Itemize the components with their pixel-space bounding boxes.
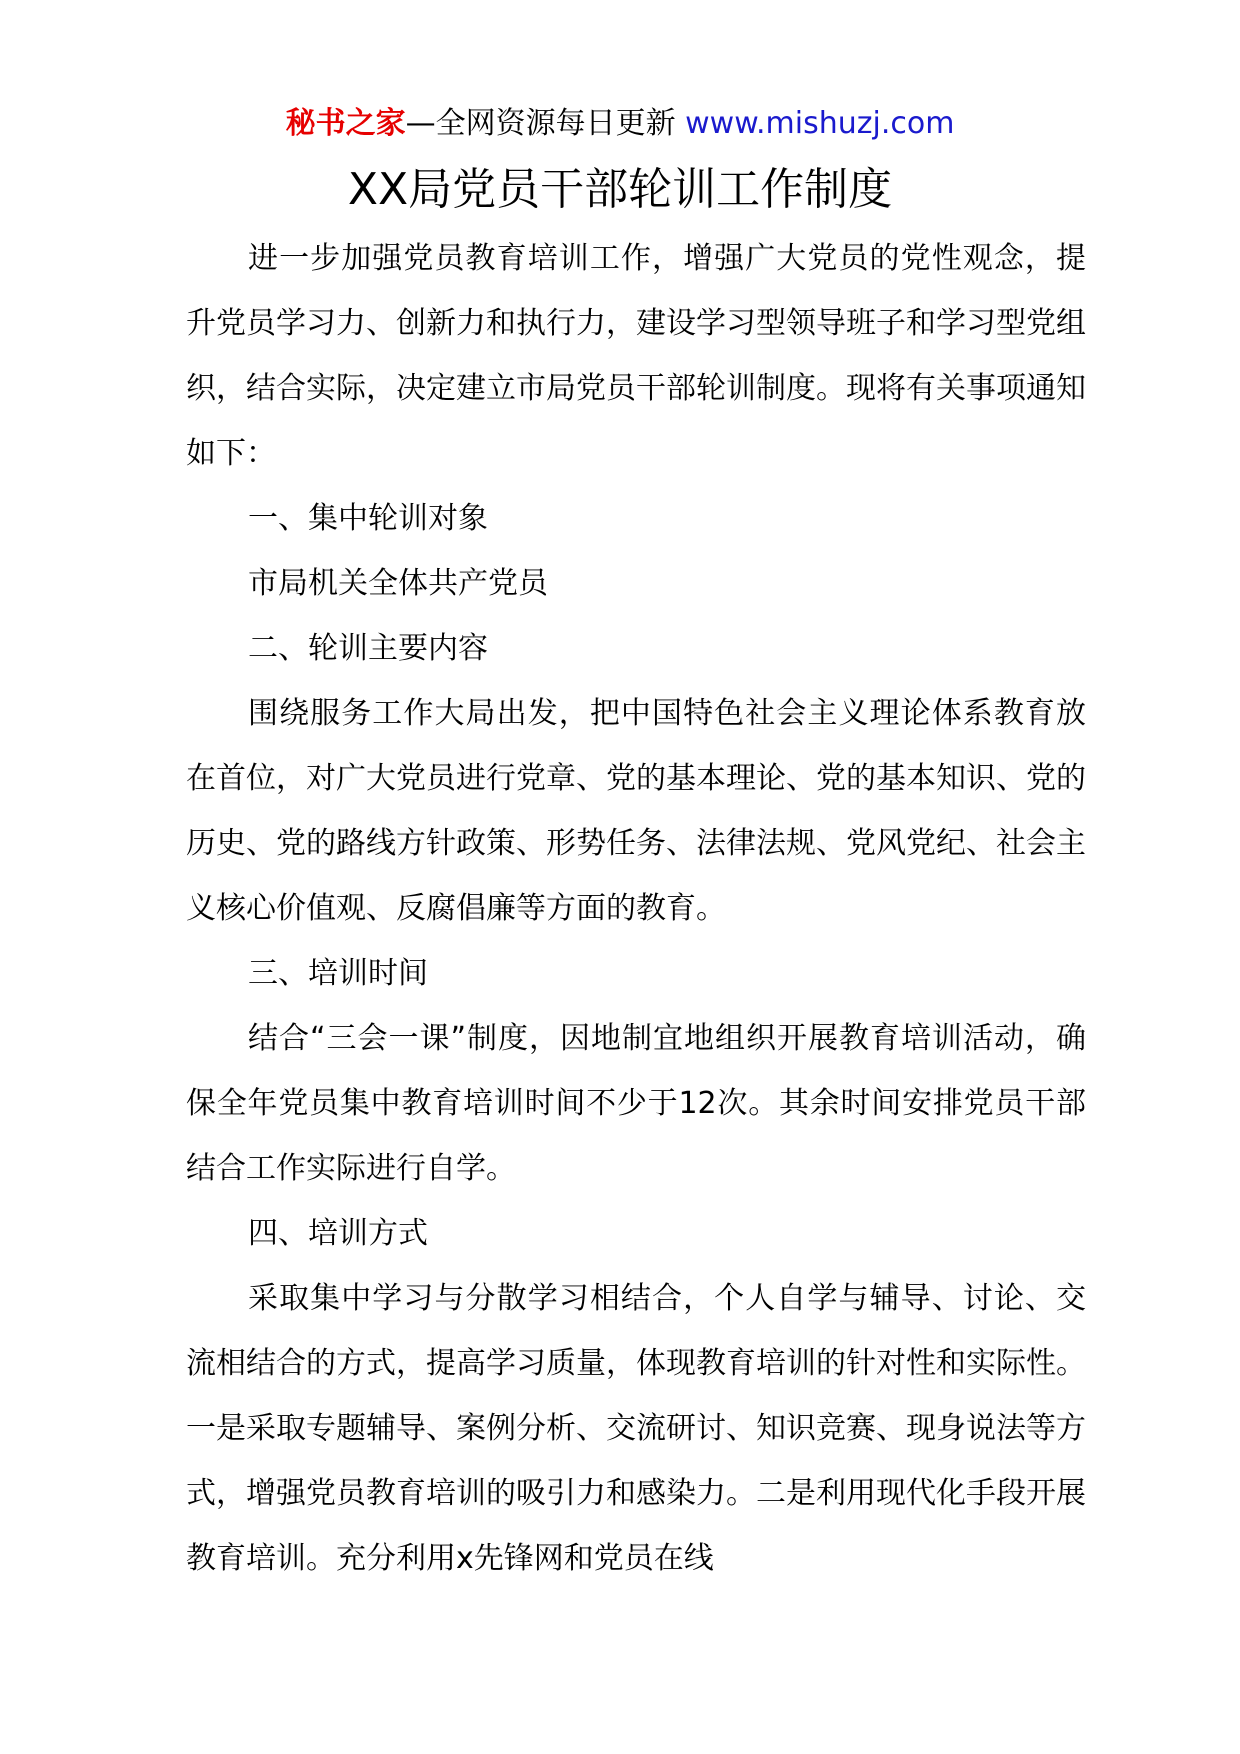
brand-name: 秘书之家 [285,106,406,141]
training-method-text: 采取集中学习与分散学习相结合，个人自学与辅导、讨论、交流相结合的方式，提高学习质量，体现教育培训的针对性和实际性。一是采取专题辅导、案例分析、交流研讨、知识竞赛、现身说法等方式，增强党员教育培训的吸引力和感染力。二是利用现代化手段开展教育培训。充分利用x先锋网和党员在线 [186,1281,1086,1576]
training-time-text: 结合“三会一课”制度，因地制宜地组织开展教育培训活动，确保全年党员集中教育培训时间不少于12次。其余时间安排党员干部结合工作实际进行自学。 [186,1021,1086,1186]
section-heading-training-method: 四、培训方式 [248,1216,428,1251]
section-heading-training-time: 三、培训时间 [248,956,428,991]
training-targets-text: 市局机关全体共产党员 [248,566,548,601]
document-body [186,226,1086,1591]
training-content-text: 围绕服务工作大局出发，把中国特色社会主义理论体系教育放在首位，对广大党员进行党章、党的基本理论、党的基本知识、党的历史、党的路线方针政策、形势任务、法律法规、党风党纪、社会主义核心价值观、反腐倡廉等方面的教育。 [186,696,1086,926]
intro-paragraph: 进一步加强党员教育培训工作，增强广大党员的党性观念，提升党员学习力、创新力和执行力，建设学习型领导班子和学习型党组织，结合实际，决定建立市局党员干部轮训制度。现将有关事项通知如下： [186,241,1086,471]
site-header [0,104,1240,144]
header-tagline: —全网资源每日更新 [405,106,686,141]
section-heading-training-targets: 一、集中轮训对象 [248,501,488,536]
section-heading-training-content: 二、轮训主要内容 [248,631,488,666]
website-link[interactable]: www.mishuzj.com [685,106,955,141]
document-title: XX局党员干部轮训工作制度 [347,164,893,215]
